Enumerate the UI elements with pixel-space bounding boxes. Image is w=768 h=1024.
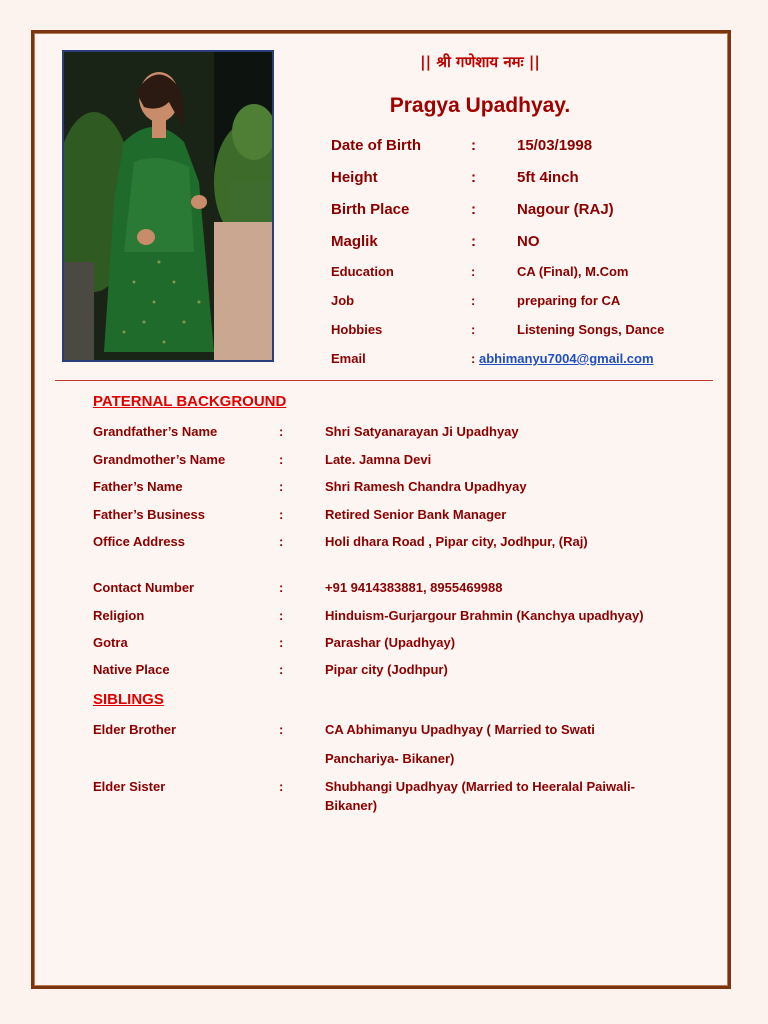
row-label: Office Address: [93, 534, 185, 549]
info-value: NO: [517, 233, 540, 250]
info-value: Listening Songs, Dance: [517, 322, 665, 337]
invocation-shloka: || श्री गणेशाय नमः ||: [420, 53, 540, 71]
info-label: Education: [331, 264, 394, 279]
row-value: CA Abhimanyu Upadhyay ( Married to Swati: [325, 722, 595, 737]
paternal-background-heading: PATERNAL BACKGROUND: [93, 393, 287, 410]
info-colon: :: [471, 137, 476, 154]
row-value: Parashar (Upadhyay): [325, 635, 456, 650]
row-colon: :: [279, 479, 284, 494]
row-label: Grandfather’s Name: [93, 424, 218, 439]
row-label: Father’s Name: [93, 479, 183, 494]
info-label: Email: [331, 351, 366, 366]
row-value: Retired Senior Bank Manager: [325, 507, 507, 522]
info-colon: :: [471, 293, 476, 308]
info-colon: :: [471, 351, 476, 366]
row-value: Late. Jamna Devi: [325, 452, 432, 467]
row-value: Shri Ramesh Chandra Upadhyay: [325, 479, 527, 494]
row-label: Father’s Business: [93, 507, 205, 522]
row-label: Elder Brother: [93, 722, 177, 737]
info-colon: :: [471, 201, 476, 218]
info-label: Birth Place: [331, 201, 410, 218]
siblings-heading: SIBLINGS: [93, 691, 164, 708]
info-label: Hobbies: [331, 322, 383, 337]
info-value: 15/03/1998: [517, 137, 593, 154]
row-colon: :: [279, 452, 284, 467]
row-colon: :: [279, 580, 284, 595]
row-label: Grandmother’s Name: [93, 452, 226, 467]
row-label: Elder Sister: [93, 779, 166, 794]
row-colon: :: [279, 662, 284, 677]
row-value: +91 9414383881, 8955469988: [325, 580, 503, 595]
row-colon: :: [279, 635, 284, 650]
row-label: Contact Number: [93, 580, 195, 595]
info-label: Height: [331, 169, 378, 186]
info-colon: :: [471, 233, 476, 250]
info-value: preparing for CA: [517, 293, 621, 308]
row-value: Holi dhara Road , Pipar city, Jodhpur, (Raj): [325, 534, 588, 549]
row-value: Pipar city (Jodhpur): [325, 662, 448, 677]
row-value-continued: Bikaner): [325, 798, 378, 813]
row-colon: :: [279, 722, 284, 737]
row-colon: :: [279, 507, 284, 522]
info-colon: :: [471, 264, 476, 279]
info-value: CA (Final), M.Com: [517, 264, 629, 279]
row-value: Shri Satyanarayan Ji Upadhyay: [325, 424, 519, 439]
row-value: Shubhangi Upadhyay (Married to Heeralal Paiwali-: [325, 779, 635, 794]
row-label: Native Place: [93, 662, 170, 677]
info-label: Job: [331, 293, 355, 308]
row-colon: :: [279, 424, 284, 439]
row-colon: :: [279, 608, 284, 623]
info-value: 5ft 4inch: [517, 169, 579, 186]
row-colon: :: [279, 534, 284, 549]
row-value-continued: Panchariya- Bikaner): [325, 751, 455, 766]
row-label: Religion: [93, 608, 145, 623]
info-value: Nagour (RAJ): [517, 201, 614, 218]
candidate-name: Pragya Upadhyay.: [389, 94, 571, 117]
section-divider: [55, 380, 713, 381]
info-colon: :: [471, 322, 476, 337]
email-link[interactable]: abhimanyu7004@gmail.com: [479, 351, 654, 366]
row-colon: :: [279, 779, 284, 794]
info-label: Date of Birth: [331, 137, 421, 154]
info-colon: :: [471, 169, 476, 186]
row-label: Gotra: [93, 635, 128, 650]
profile-photo: [62, 50, 274, 362]
row-value: Hinduism-Gurjargour Brahmin (Kanchya upadhyay): [325, 608, 644, 623]
info-label: Maglik: [331, 233, 378, 250]
